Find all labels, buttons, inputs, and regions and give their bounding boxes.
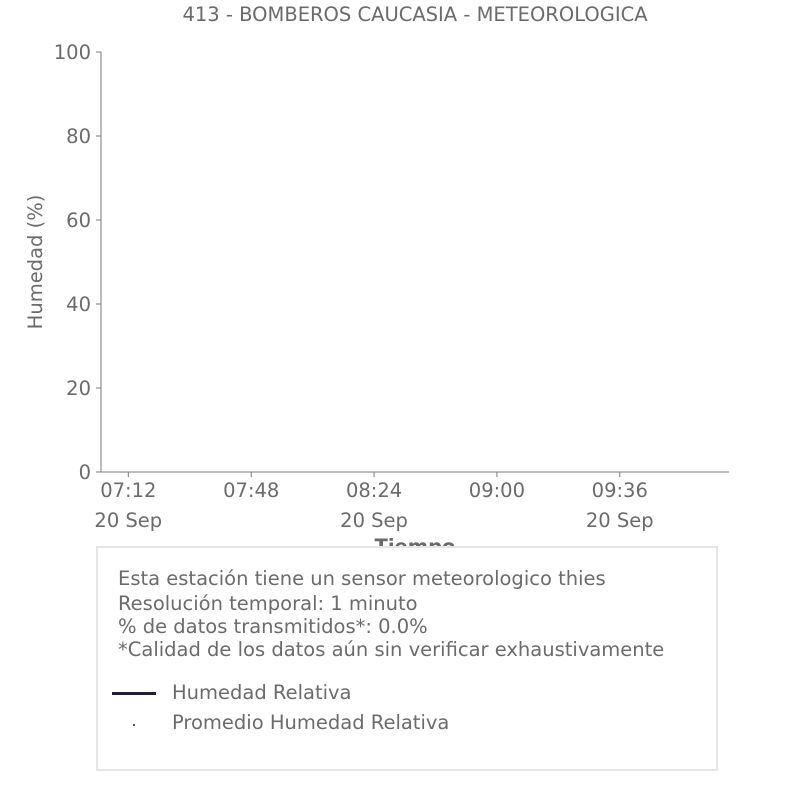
y-tick-label: 20 <box>66 377 91 400</box>
y-axis-label: Humedad (%) <box>24 194 47 330</box>
x-tick-date-label: 20 Sep <box>340 509 408 532</box>
legend-item-humedad-relativa[interactable] <box>110 681 670 705</box>
legend-line-swatch <box>112 692 156 695</box>
x-axis-ticks <box>94 472 653 532</box>
x-tick-time-label: 09:36 <box>591 479 648 502</box>
x-tick-date-label: 20 Sep <box>585 509 654 532</box>
y-tick-label: 60 <box>66 209 91 232</box>
y-axis-ticks <box>54 41 101 484</box>
legend-item-promedio-humedad-relativa[interactable] <box>110 711 670 735</box>
resolution-text: Resolución temporal: 1 minuto <box>118 592 418 615</box>
x-tick-date-label: 20 Sep <box>94 509 163 532</box>
y-tick-label: 80 <box>66 125 91 148</box>
y-tick-label: 40 <box>66 293 91 316</box>
y-tick-label: 0 <box>78 461 91 484</box>
x-tick-time-label: 09:00 <box>468 479 526 502</box>
transmission-percent-text: % de datos transmitidos*: 0.0% <box>118 615 428 638</box>
legend-label: Promedio Humedad Relativa <box>172 711 450 734</box>
x-tick-time-label: 08:24 <box>345 479 403 502</box>
station-info-text: Esta estación tiene un sensor meteorologico thies <box>118 567 606 590</box>
quality-note-text: *Calidad de los datos aún sin verificar exhaustivamente <box>118 638 665 661</box>
legend-dot-swatch <box>133 724 135 726</box>
x-tick-time-label: 07:48 <box>223 479 280 502</box>
x-tick-time-label: 07:12 <box>100 479 157 502</box>
legend-label: Humedad Relativa <box>172 681 352 704</box>
chart-title: 413 - BOMBEROS CAUCASIA - METEOROLOGICA <box>182 3 648 26</box>
y-tick-label: 100 <box>53 41 91 64</box>
legend-panel <box>96 546 718 771</box>
